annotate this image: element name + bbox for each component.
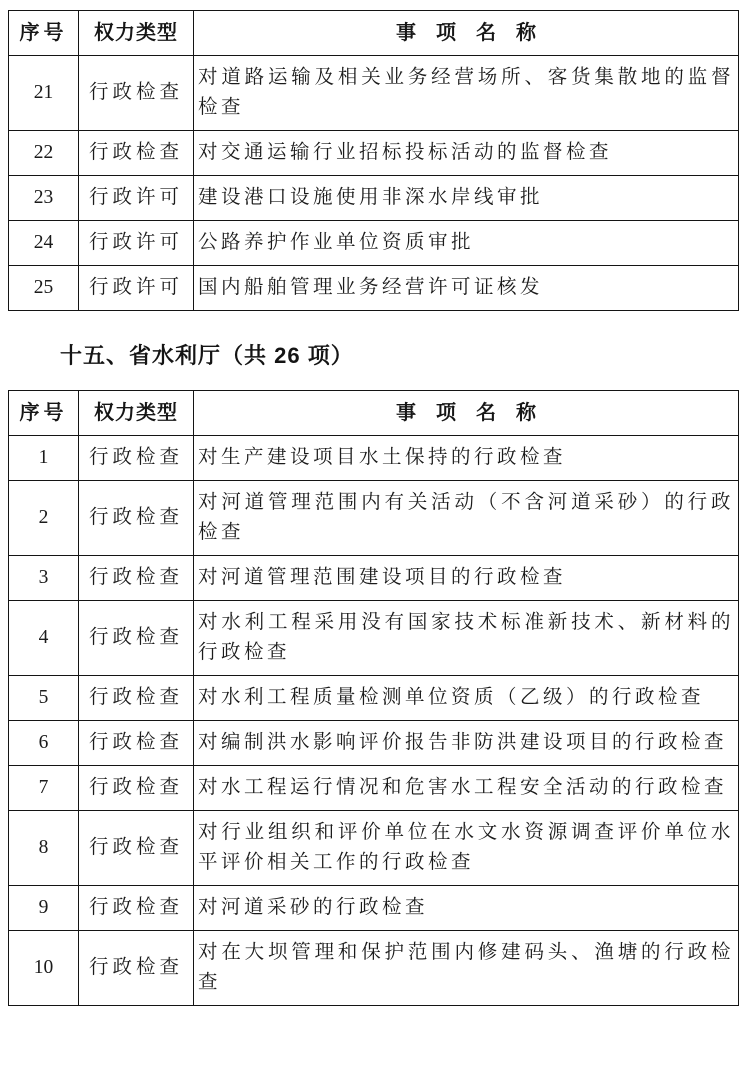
table-row [9,221,739,266]
item-name-cell: 对水利工程质量检测单位资质（乙级）的行政检查 [194,676,739,721]
section-heading: 十五、省水利厅（共 26 项） [60,343,354,368]
header-row [9,11,739,56]
item-name-cell: 公路养护作业单位资质审批 [194,221,739,266]
row-number-cell: 22 [9,131,79,176]
header-cell-no: 序号 [9,391,79,436]
table-header [9,391,739,436]
item-name-cell: 对行业组织和评价单位在水文水资源调查评价单位水平评价相关工作的行政检查 [194,811,739,886]
power-type-cell: 行政检查 [79,886,194,931]
power-type-cell: 行政检查 [79,131,194,176]
power-type-cell: 行政检查 [79,931,194,1006]
header-cell-no: 序号 [9,11,79,56]
power-type-cell: 行政检查 [79,766,194,811]
table-row [9,266,739,311]
item-name-cell: 对生产建设项目水土保持的行政检查 [194,436,739,481]
row-number-cell: 8 [9,811,79,886]
item-name-cell: 对河道管理范围建设项目的行政检查 [194,556,739,601]
header-cell-power-type: 权力类型 [79,11,194,56]
header-cell-item-name: 事 项 名 称 [194,391,739,436]
power-type-cell: 行政许可 [79,266,194,311]
row-number-cell: 10 [9,931,79,1006]
power-type-cell: 行政检查 [79,436,194,481]
row-number-cell: 9 [9,886,79,931]
header-cell-item-name: 事 项 名 称 [194,11,739,56]
power-type-cell: 行政检查 [79,56,194,131]
row-number-cell: 6 [9,721,79,766]
item-name-cell: 对在大坝管理和保护范围内修建码头、渔塘的行政检查 [194,931,739,1006]
row-number-cell: 25 [9,266,79,311]
row-number-cell: 7 [9,766,79,811]
table-row [9,811,739,886]
row-number-cell: 24 [9,221,79,266]
item-name-cell: 对水利工程采用没有国家技术标准新技术、新材料的行政检查 [194,601,739,676]
table-row [9,436,739,481]
power-type-cell: 行政许可 [79,221,194,266]
table-row [9,556,739,601]
item-name-cell: 对河道采砂的行政检查 [194,886,739,931]
table-row [9,131,739,176]
row-number-cell: 1 [9,436,79,481]
power-type-cell: 行政检查 [79,721,194,766]
water-power-table [8,390,739,1006]
item-name-cell: 对道路运输及相关业务经营场所、客货集散地的监督检查 [194,56,739,131]
row-number-cell: 5 [9,676,79,721]
power-type-cell: 行政检查 [79,481,194,556]
table-body [9,56,739,311]
item-name-cell: 对编制洪水影响评价报告非防洪建设项目的行政检查 [194,721,739,766]
item-name-cell: 建设港口设施使用非深水岸线审批 [194,176,739,221]
table-body [9,436,739,1006]
row-number-cell: 2 [9,481,79,556]
table-row [9,676,739,721]
table-row [9,176,739,221]
header-cell-power-type: 权力类型 [79,391,194,436]
power-type-cell: 行政检查 [79,601,194,676]
power-type-cell: 行政检查 [79,556,194,601]
item-name-cell: 对交通运输行业招标投标活动的监督检查 [194,131,739,176]
item-name-cell: 对水工程运行情况和危害水工程安全活动的行政检查 [194,766,739,811]
table-row [9,481,739,556]
row-number-cell: 23 [9,176,79,221]
transport-power-table [8,10,739,311]
power-type-cell: 行政检查 [79,811,194,886]
header-row [9,391,739,436]
row-number-cell: 3 [9,556,79,601]
row-number-cell: 21 [9,56,79,131]
item-name-cell: 对河道管理范围内有关活动（不含河道采砂）的行政检查 [194,481,739,556]
table-row [9,931,739,1006]
table-row [9,56,739,131]
power-type-cell: 行政许可 [79,176,194,221]
table-row [9,886,739,931]
item-name-cell: 国内船舶管理业务经营许可证核发 [194,266,739,311]
table-row [9,766,739,811]
table-header [9,11,739,56]
power-type-cell: 行政检查 [79,676,194,721]
table-row [9,601,739,676]
table-row [9,721,739,766]
row-number-cell: 4 [9,601,79,676]
